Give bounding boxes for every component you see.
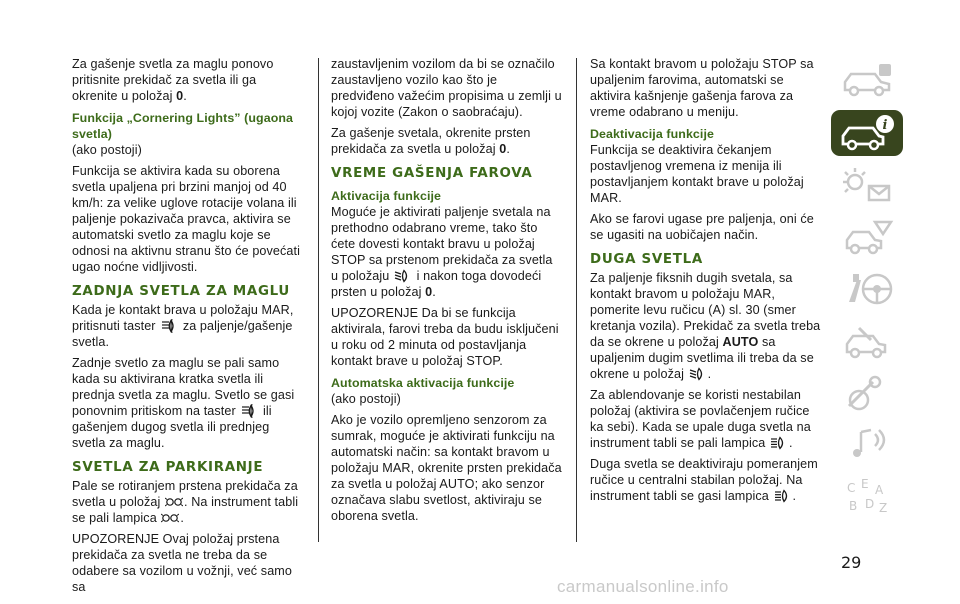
svg-text:Z: Z xyxy=(879,501,888,515)
paragraph: UPOZORENJE Ovaj položaj prstena prekidača za svetla ne treba da se odabere sa vozilom u vožnji, već samo sa xyxy=(72,532,292,594)
car-dashboard-icon xyxy=(839,114,895,152)
column-divider xyxy=(318,58,319,542)
chapter-tabs xyxy=(831,58,903,526)
rear-fog-light-icon xyxy=(240,404,258,418)
tab-car-info[interactable] xyxy=(831,58,903,104)
specifications-icon xyxy=(839,374,895,412)
svg-text:C: C xyxy=(847,481,856,495)
tab-car-service[interactable] xyxy=(831,318,903,364)
low-beam-icon xyxy=(394,269,412,283)
paragraph: (ako postoji) xyxy=(331,392,401,406)
text-column-2 xyxy=(331,56,563,529)
paragraph: Zadnje svetlo za maglu se pali samo kada su aktivirana kratka svetla ili prednja svetla za maglu. Svetlo se gasi ponovnim pritiskom na taster ili gašenjem dugog svetla ili prednjeg svetla za maglu. xyxy=(72,356,295,450)
svg-text:E: E xyxy=(861,478,869,491)
heading-high-beams: DUGA SVETLA xyxy=(590,252,703,267)
page-number: 29 xyxy=(841,553,862,572)
index-icon xyxy=(839,478,895,516)
paragraph: Sa kontakt bravom u položaju STOP sa upaljenim farovima, automatski se aktivira kašnjenje gašenja farova za vreme odabrano u meniju. xyxy=(590,57,814,119)
paragraph: Za gašenje svetla za maglu ponovo pritisnite prekidač za svetla ili ga okrenite u položaj 0. xyxy=(72,57,274,103)
low-beam-icon xyxy=(689,367,707,381)
paragraph: Za paljenje fiksnih dugih svetala, sa kontakt bravom u položaju MAR, pomerite levu ručicu (A) sl. 30 (smer kretanja vozila). Prekidač za svetla treba da se okrene u položaj AUTO sa upaljenim dugim svetlima ili treba da se okrene u položaj . xyxy=(590,271,821,381)
car-service-icon xyxy=(839,322,895,360)
subheading-deactivation: Deaktivacija funkcije xyxy=(590,127,715,141)
subheading-automatic-activation: Automatska aktivacija funkcije xyxy=(331,376,515,390)
high-beam-icon xyxy=(770,436,788,450)
tab-warning-lights[interactable] xyxy=(831,162,903,208)
paragraph: Za gašenje svetala, okrenite prsten prekidača za svetla u položaj 0. xyxy=(331,126,531,156)
paragraph: Kada je kontakt brava u položaju MAR, pritisnuti taster za paljenje/gašenje svetla. xyxy=(72,303,294,349)
rear-fog-light-icon xyxy=(160,319,178,333)
subheading-cornering-lights: Funkcija „Cornering Lights” (ugaona svetla) xyxy=(72,111,294,141)
parking-light-icon xyxy=(165,495,183,509)
svg-text:B: B xyxy=(849,499,858,513)
steering-wheel-icon xyxy=(839,270,895,308)
paragraph: UPOZORENJE Da bi se funkcija aktivirala, farovi treba da budu isključeni u roku od 2 minuta od postavljanja kontakt brave u položaj STOP. xyxy=(331,306,559,368)
paragraph: zaustavljenim vozilom da bi se označilo zaustavljeno vozilo kao što je predviđeno važećim propisima u zemlji u kojoj vozite (Zakon o saobraćaju). xyxy=(331,57,562,119)
paragraph: Pale se rotiranjem prstena prekidača za svetla u položaj . Na instrument tabli se pali lampica . xyxy=(72,479,299,525)
paragraph: (ako postoji) xyxy=(72,143,142,157)
high-beam-icon xyxy=(774,489,792,503)
tab-car-dashboard[interactable] xyxy=(831,110,903,156)
car-info-icon xyxy=(839,62,895,100)
warning-lights-icon xyxy=(839,166,895,204)
paragraph: Za ablendovanje se koristi nestabilan položaj (aktivira se povlačenjem ručice ka sebi). Kada se upale duga svetla na instrument tabli se pali lampica . xyxy=(590,388,811,450)
parking-light-indicator-icon xyxy=(161,511,179,525)
heading-headlight-off-delay: VREME GAŠENJA FAROVA xyxy=(331,166,533,181)
paragraph: Moguće je aktivirati paljenje svetala na prethodno odabrano vreme, tako što ćete dovesti kontakt bravu u položaj STOP sa prstenom prekidača za svetla u položaju i nakon toga dovodeći prsten u položaj 0. xyxy=(331,205,553,299)
paragraph: Duga svetla se deaktiviraju pomeranjem ručice u centralni stabilan položaj. Na instrument tabli se gasi lampica . xyxy=(590,457,818,503)
tab-index[interactable] xyxy=(831,474,903,520)
paragraph: Ako se farovi ugase pre paljenja, oni će se ugasiti na uobičajen način. xyxy=(590,212,814,242)
heading-rear-fog-lights: ZADNJA SVETLA ZA MAGLU xyxy=(72,284,290,299)
svg-text:A: A xyxy=(875,483,884,497)
paragraph: Funkcija se deaktivira čekanjem postavljenog vremena iz menija ili postavljanjem kontakt brave u položaj MAR. xyxy=(590,143,804,205)
text-column-1 xyxy=(72,56,304,600)
tab-multimedia[interactable] xyxy=(831,422,903,468)
heading-parking-lights: SVETLA ZA PARKIRANJE xyxy=(72,460,264,475)
text-column-3 xyxy=(590,56,822,509)
emergency-icon xyxy=(839,218,895,256)
paragraph: Ako je vozilo opremljeno senzorom za sumrak, moguće je aktivirati funkciju na automatski način: sa kontakt bravom u položaju MAR, okrenite prsten prekidača za svetla u položaj AUTO; ako senzor označava slabu svetlost, aktiviraju se oborena svetla. xyxy=(331,413,562,523)
watermark: carmanualsonline.info xyxy=(557,577,729,596)
subheading-activation: Aktivacija funkcije xyxy=(331,189,442,203)
tab-steering[interactable] xyxy=(831,266,903,312)
svg-text:D: D xyxy=(865,497,875,511)
paragraph: Funkcija se aktivira kada su oborena svetla upaljena pri brzini manjoj od 40 km/h: za velike uglove rotacije volana ili paljenje pokazivača pravca, aktivira se automatski svetlo za maglu koje se odnosi na aktivnu stranu što će povećati ugao noćne vidljivosti. xyxy=(72,164,301,274)
column-divider xyxy=(576,58,577,542)
tab-specifications[interactable] xyxy=(831,370,903,416)
svg-text:i: i xyxy=(882,118,888,133)
multimedia-icon xyxy=(839,426,895,464)
tab-emergency[interactable] xyxy=(831,214,903,260)
